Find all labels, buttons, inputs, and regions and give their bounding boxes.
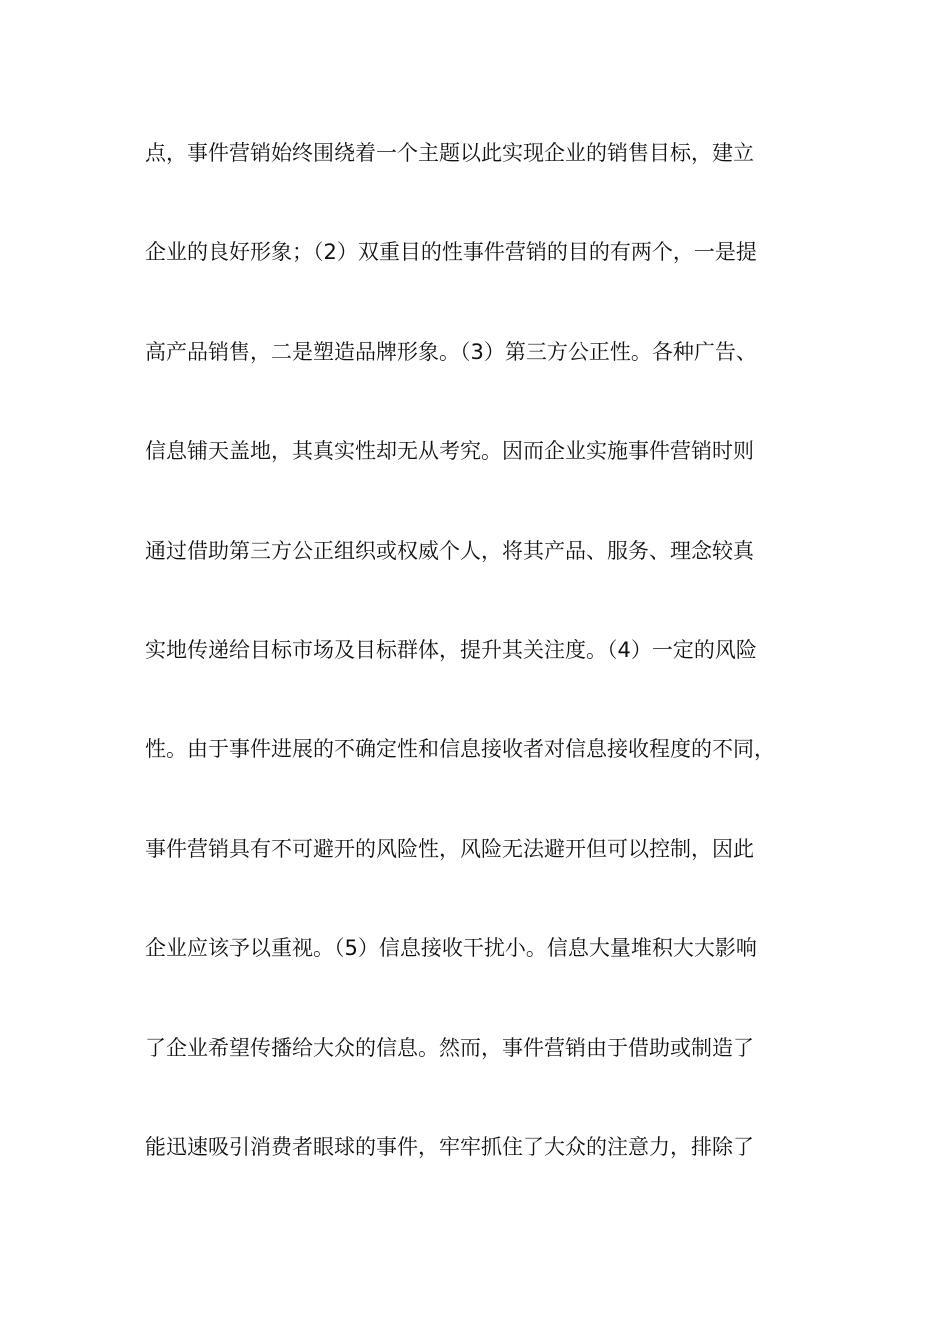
text-line: 信息铺天盖地，其真实性却无从考究。因而企业实施事件营销时则 [145,439,754,464]
text-line: 性。由于事件进展的不确定性和信息接收者对信息接收程度的不同， [145,737,775,762]
text-line: 高产品销售，二是塑造品牌形象。（3）第三方公正性。各种广告、 [145,339,757,364]
text-line: 事件营销具有不可避开的风险性，风险无法避开但可以控制，因此 [145,836,754,861]
text-line: 实地传递给目标市场及目标群体，提升其关注度。（4）一定的风险 [145,637,757,662]
body-text [145,132,835,1225]
text-line: 企业的良好形象；（2）双重目的性事件营销的目的有两个，一是提 [145,240,757,265]
text-line: 企业应该予以重视。（5）信息接收干扰小。信息大量堆积大大影响 [145,936,757,961]
text-line: 点，事件营销始终围绕着一个主题以此实现企业的销售目标，建立 [145,141,754,165]
text-line: 了企业希望传播给大众的信息。然而，事件营销由于借助或制造了 [145,1035,754,1060]
text-line: 通过借助第三方公正组织或权威个人，将其产品、服务、理念较真 [145,538,754,563]
text-line: 能迅速吸引消费者眼球的事件，牢牢抓住了大众的注意力，排除了 [145,1134,754,1159]
